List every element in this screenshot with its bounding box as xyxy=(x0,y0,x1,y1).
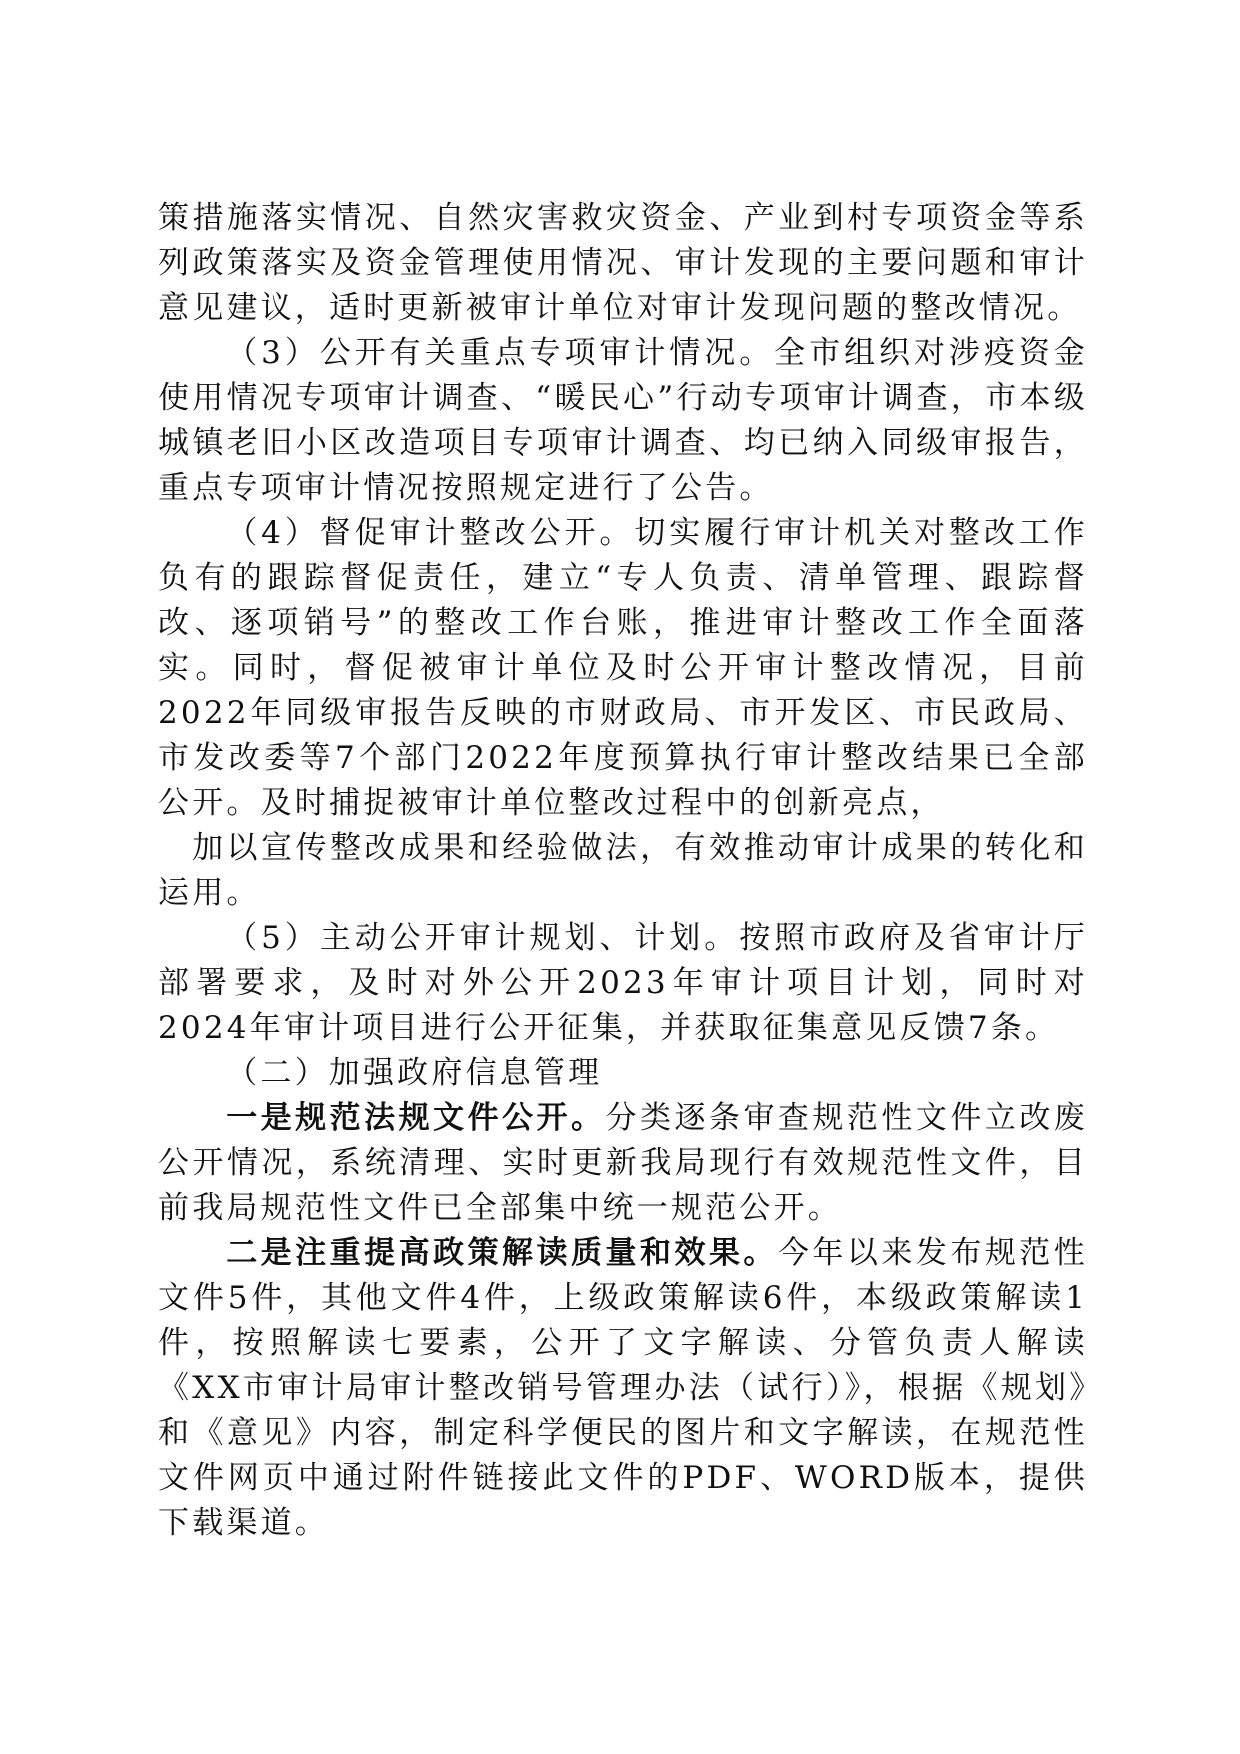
paragraph-text: 今年以来发布规范性文件5件，其他文件4件，上级政策解读6件，本级政策解读1件，按照解读七要素，公开了文字解读、分管负责人解读《XX市审计局审计整改销号管理办法（试行）》，根据《规划》和《意见》内容，制定科学便民的图片和文字解读，在规范性文件网页中通过附件链接此文件的PDF、WORD版本，提供下载渠道。 xyxy=(158,1235,1088,1541)
paragraph-lead-bold: 二是注重提高政策解读质量和效果。 xyxy=(226,1235,778,1271)
paragraph-policy-interpretation xyxy=(158,1231,1088,1546)
paragraph-policy-implementation: 策措施落实情况、自然灾害救灾资金、产业到村专项资金等系列政策落实及资金管理使用情况、审计发现的主要问题和审计意见建议，适时更新被审计单位对审计发现问题的整改情况。 xyxy=(158,200,1088,326)
paragraph-publicity: 加以宣传整改成果和经验做法，有效推动审计成果的转化和运用。 xyxy=(158,830,1088,911)
document-body xyxy=(158,196,1088,1546)
section-heading: （二）加强政府信息管理 xyxy=(226,1055,603,1091)
paragraph-regulation-files xyxy=(158,1096,1088,1231)
paragraph-special-audit: （3）公开有关重点专项审计情况。全市组织对涉疫资金使用情况专项审计调查、“暖民心”行动专项审计调查，市本级城镇老旧小区改造项目专项审计调查、均已纳入同级审报告，重点专项审计情况按照规定进行了公告。 xyxy=(158,335,1088,506)
paragraph-rectification: （4）督促审计整改公开。切实履行审计机关对整改工作负有的跟踪督促责任，建立“专人负责、清单管理、跟踪督改、逐项销号”的整改工作台账，推进审计整改工作全面落实。同时，督促被审计单位及时公开审计整改情况，目前2022年同级审报告反映的市财政局、市开发区、市民政局、市发改委等7个部门2022年度预算执行审计整改结果已全部公开。及时捕捉被审计单位整改过程中的创新亮点， xyxy=(158,515,1088,821)
paragraph-lead-bold: 一是规范法规文件公开。 xyxy=(226,1100,606,1136)
paragraph-audit-plan: （5）主动公开审计规划、计划。按照市政府及省审计厅部署要求，及时对外公开2023年审计项目计划，同时对2024年审计项目进行公开征集，并获取征集意见反馈7条。 xyxy=(158,920,1088,1046)
paragraph-text: 分类逐条审查规范性文件立改废公开情况，系统清理、实时更新我局现行有效规范性文件，目前我局规范性文件已全部集中统一规范公开。 xyxy=(158,1100,1088,1226)
